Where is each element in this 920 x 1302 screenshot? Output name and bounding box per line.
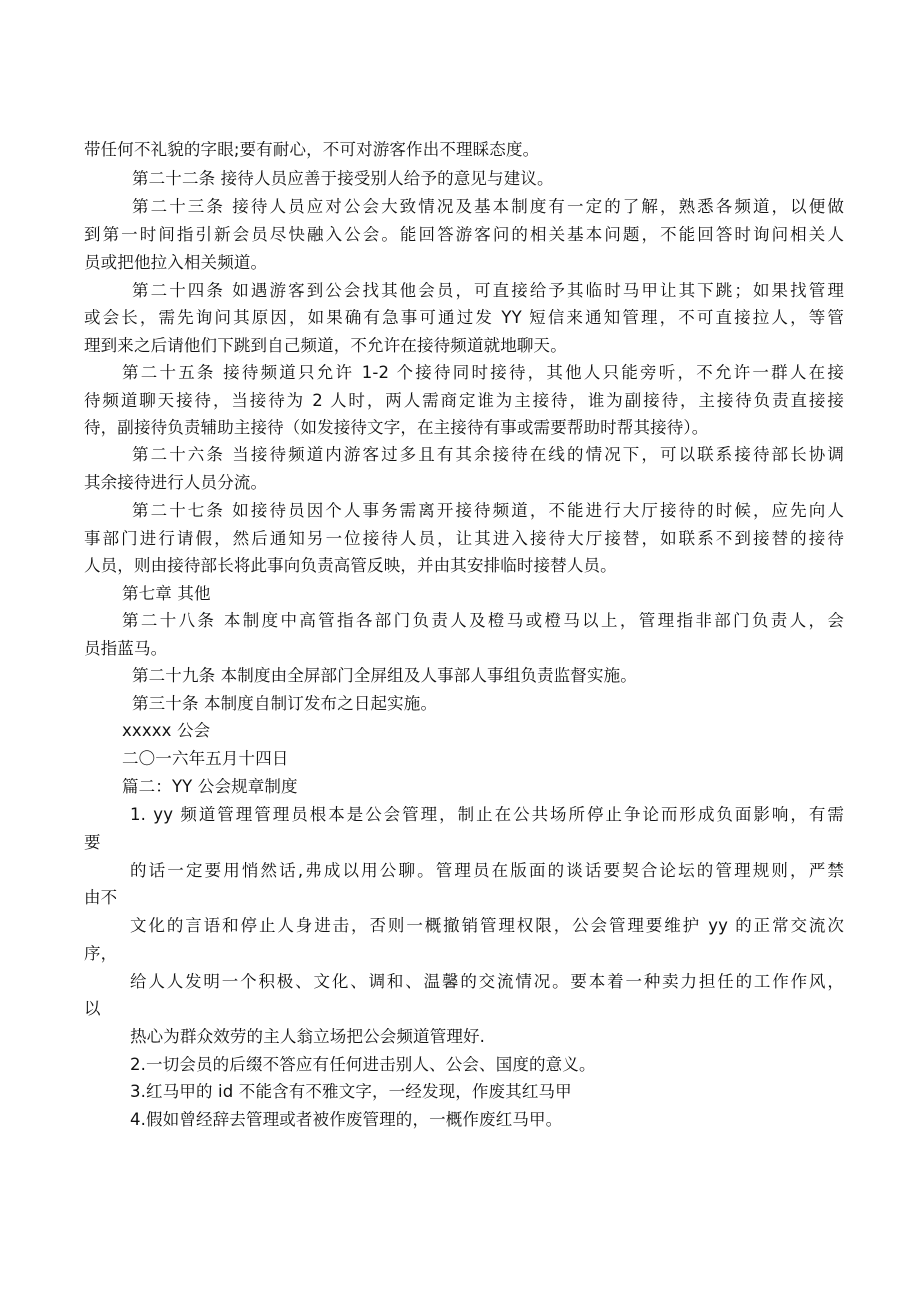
text-line: 待频道聊天接待，当接待为 2 人时，两人需商定谁为主接待，谁为副接待，主接待负责直接接 xyxy=(84,391,844,410)
rule-3: 3.红马甲的 id 不能含有不雅文字，一经发现，作废其红马甲 xyxy=(130,1082,572,1101)
text-line: 或会长，需先询问其原因，如果确有急事可通过发 YY 短信来通知管理，不可直接拉人，等管 xyxy=(84,308,844,327)
article-24: 第二十四条 如遇游客到公会找其他会员，可直接给予其临时马甲让其下跳；如果找管理 xyxy=(132,281,844,300)
text-line: 员指蓝马。 xyxy=(84,639,168,658)
section-heading: 篇二：YY 公会规章制度 xyxy=(122,777,298,796)
text-line: 理到来之后请他们下跳到自己频道，不允许在接待频道就地聊天。 xyxy=(84,336,567,355)
text-line: 序， xyxy=(84,944,118,963)
text-line: 给人人发明一个积极、文化、调和、温馨的交流情况。要本着一种卖力担任的工作作风， xyxy=(130,972,844,991)
text-line: 热心为群众效劳的主人翁立场把公会频道管理好. xyxy=(130,1027,486,1046)
article-26: 第二十六条 当接待频道内游客过多且有其余接待在线的情况下，可以联系接待部长协调 xyxy=(132,445,844,464)
text-line: 由不 xyxy=(84,888,118,907)
text-line: 员或把他拉入相关频道。 xyxy=(84,253,268,272)
article-22: 第二十二条 接待人员应善于接受别人给予的意见与建议。 xyxy=(132,169,554,188)
text-line: 的话一定要用悄然话,弗成以用公聊。管理员在版面的谈话要契合论坛的管理规则，严禁 xyxy=(130,861,844,880)
article-28: 第二十八条 本制度中高管指各部门负责人及橙马或橙马以上，管理指非部门负责人，会 xyxy=(122,611,844,630)
rule-2: 2.一切会员的后缀不答应有任何进击别人、公会、国度的意义。 xyxy=(130,1055,596,1074)
text-line: 带任何不礼貌的字眼;要有耐心，不可对游客作出不理睬态度。 xyxy=(84,140,540,159)
text-line: 以 xyxy=(84,999,101,1018)
signature-org: xxxxx 公会 xyxy=(122,721,211,740)
rule-4: 4.假如曾经辞去管理或者被作废管理的，一概作废红马甲。 xyxy=(130,1110,563,1129)
text-line: 要 xyxy=(84,833,101,852)
text-line: 到第一时间指引新会员尽快融入公会。能回答游客问的相关基本问题，不能回答时询问相关人 xyxy=(84,225,844,244)
article-29: 第二十九条 本制度由全屏部门全屏组及人事部人事组负责监督实施。 xyxy=(132,666,637,685)
text-line: 事部门进行请假，然后通知另一位接待人员，让其进入接待大厅接替，如联系不到接替的接待 xyxy=(84,529,844,548)
text-line: 待，副接待负责辅助主接待（如发接待文字，在主接待有事或需要帮助时帮其接待）。 xyxy=(84,418,709,437)
signature-date: 二〇一六年五月十四日 xyxy=(122,749,289,768)
article-23: 第二十三条 接待人员应对公会大致情况及基本制度有一定的了解，熟悉各频道，以便做 xyxy=(132,197,844,216)
text-line: 其余接待进行人员分流。 xyxy=(84,473,268,492)
chapter-heading: 第七章 其他 xyxy=(122,584,211,603)
text-line: 文化的言语和停止人身进击，否则一概撤销管理权限，公会管理要维护 yy 的正常交流次 xyxy=(130,916,844,935)
rule-1: 1. yy 频道管理管理员根本是公会管理，制止在公共场所停止争论而形成负面影响，有需 xyxy=(130,805,844,824)
article-27: 第二十七条 如接待员因个人事务需离开接待频道，不能进行大厅接待的时候，应先向人 xyxy=(132,501,844,520)
article-25: 第二十五条 接待频道只允许 1-2 个接待同时接待，其他人只能旁听，不允许一群人在接 xyxy=(122,363,844,382)
text-line: 人员，则由接待部长将此事向负责高管反映，并由其安排临时接替人员。 xyxy=(84,556,617,575)
article-30: 第三十条 本制度自制订发布之日起实施。 xyxy=(132,694,438,713)
